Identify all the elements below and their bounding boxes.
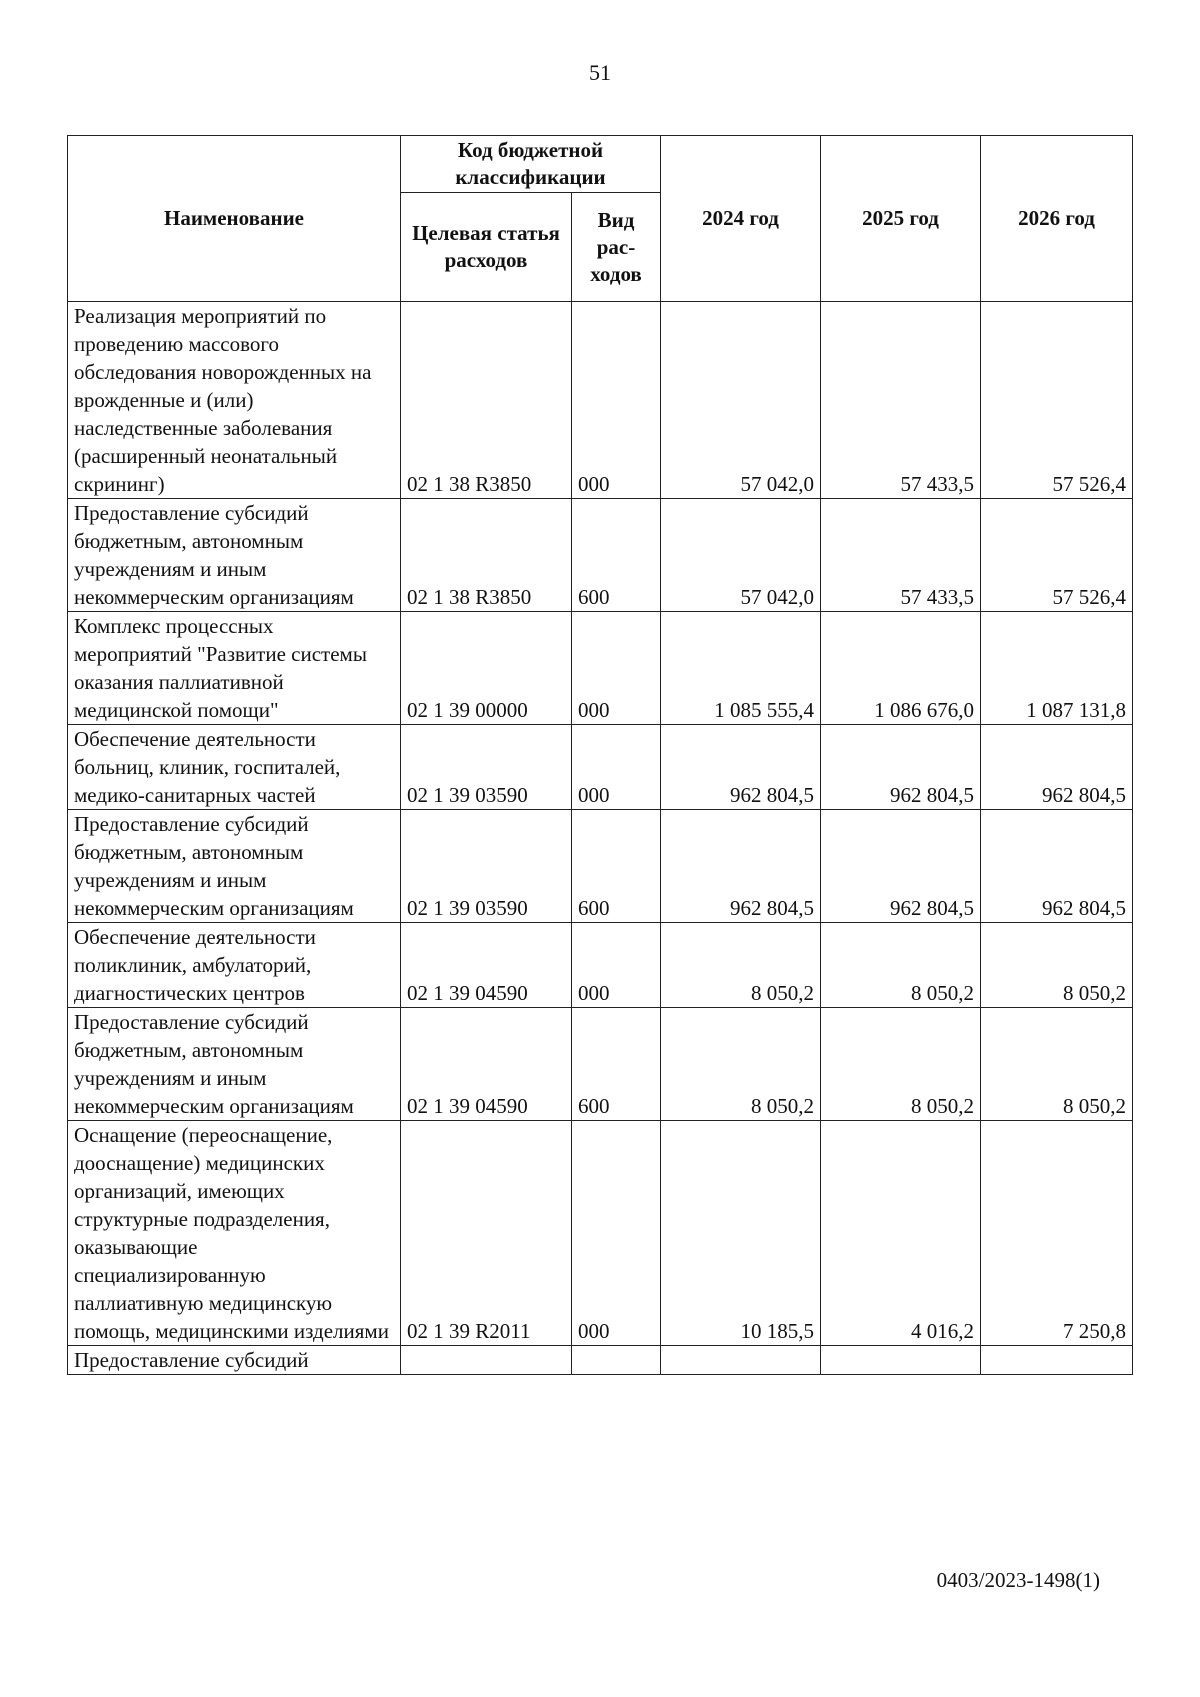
header-expense-type: Вид рас-ходов — [572, 193, 661, 302]
row-expense-type: 600 — [572, 499, 661, 612]
row-value-2026: 7 250,8 — [981, 1121, 1133, 1346]
row-target-article: 02 1 38 R3850 — [401, 302, 572, 499]
row-expense-type: 600 — [572, 1008, 661, 1121]
row-value-2025: 8 050,2 — [821, 1008, 981, 1121]
row-value-2026: 962 804,5 — [981, 725, 1133, 810]
row-expense-type: 000 — [572, 1121, 661, 1346]
table-row — [68, 302, 1133, 499]
row-value-2024: 57 042,0 — [661, 499, 821, 612]
row-expense-type — [572, 1346, 661, 1375]
header-target-article: Целевая статья расходов — [401, 193, 572, 302]
row-value-2026: 962 804,5 — [981, 810, 1133, 923]
row-target-article: 02 1 39 03590 — [401, 810, 572, 923]
row-value-2025: 4 016,2 — [821, 1121, 981, 1346]
row-target-article: 02 1 39 04590 — [401, 923, 572, 1008]
row-value-2024: 57 042,0 — [661, 302, 821, 499]
row-value-2025: 962 804,5 — [821, 725, 981, 810]
row-value-2024: 1 085 555,4 — [661, 612, 821, 725]
row-value-2024: 10 185,5 — [661, 1121, 821, 1346]
row-name: Предоставление субсидий бюджетным, автономным учреждениям и иным некоммерческим организациям — [68, 1008, 401, 1121]
row-value-2025: 57 433,5 — [821, 302, 981, 499]
row-name: Предоставление субсидий бюджетным, автономным учреждениям и иным некоммерческим организациям — [68, 499, 401, 612]
header-2024: 2024 год — [661, 136, 821, 302]
row-name: Оснащение (переоснащение, дооснащение) медицинских организаций, имеющих структурные подразделения, оказывающие специализированную паллиативную медицинскую помощь, медицинскими изделиями — [68, 1121, 401, 1346]
row-target-article: 02 1 39 00000 — [401, 612, 572, 725]
row-value-2025 — [821, 1346, 981, 1375]
row-expense-type: 000 — [572, 612, 661, 725]
table-row — [68, 923, 1133, 1008]
row-value-2025: 57 433,5 — [821, 499, 981, 612]
document-code: 0403/2023-1498(1) — [936, 1568, 1100, 1592]
table-row — [68, 725, 1133, 810]
table-row — [68, 612, 1133, 725]
row-value-2025: 8 050,2 — [821, 923, 981, 1008]
row-name: Предоставление субсидий — [68, 1346, 401, 1375]
row-value-2025: 1 086 676,0 — [821, 612, 981, 725]
row-expense-type: 000 — [572, 302, 661, 499]
row-name: Комплекс процессных мероприятий "Развитие системы оказания паллиативной медицинской помощи" — [68, 612, 401, 725]
table-row — [68, 1008, 1133, 1121]
row-value-2024: 962 804,5 — [661, 810, 821, 923]
page-number: 51 — [589, 60, 611, 85]
row-value-2024 — [661, 1346, 821, 1375]
row-name: Реализация мероприятий по проведению массового обследования новорожденных на врожденные и (или) наследственные заболевания (расширенный неонатальный скрининг) — [68, 302, 401, 499]
table-row — [68, 1346, 1133, 1375]
row-expense-type: 000 — [572, 923, 661, 1008]
row-name: Предоставление субсидий бюджетным, автономным учреждениям и иным некоммерческим организациям — [68, 810, 401, 923]
row-value-2026: 8 050,2 — [981, 923, 1133, 1008]
row-expense-type: 000 — [572, 725, 661, 810]
row-name: Обеспечение деятельности поликлиник, амбулаторий, диагностических центров — [68, 923, 401, 1008]
header-name: Наименование — [68, 136, 401, 302]
row-name: Обеспечение деятельности больниц, клиник, госпиталей, медико-санитарных частей — [68, 725, 401, 810]
row-value-2026: 8 050,2 — [981, 1008, 1133, 1121]
row-value-2025: 962 804,5 — [821, 810, 981, 923]
budget-table — [67, 135, 1133, 1375]
table-row — [68, 499, 1133, 612]
row-value-2026: 57 526,4 — [981, 499, 1133, 612]
header-2026: 2026 год — [981, 136, 1133, 302]
row-value-2024: 8 050,2 — [661, 1008, 821, 1121]
table-row — [68, 1121, 1133, 1346]
table-row — [68, 810, 1133, 923]
row-value-2026 — [981, 1346, 1133, 1375]
row-value-2026: 1 087 131,8 — [981, 612, 1133, 725]
row-target-article: 02 1 39 R2011 — [401, 1121, 572, 1346]
row-value-2026: 57 526,4 — [981, 302, 1133, 499]
header-budget-code: Код бюджетной классификации — [401, 136, 661, 193]
row-value-2024: 8 050,2 — [661, 923, 821, 1008]
row-target-article: 02 1 39 04590 — [401, 1008, 572, 1121]
row-expense-type: 600 — [572, 810, 661, 923]
row-target-article — [401, 1346, 572, 1375]
row-target-article: 02 1 39 03590 — [401, 725, 572, 810]
header-2025: 2025 год — [821, 136, 981, 302]
row-target-article: 02 1 38 R3850 — [401, 499, 572, 612]
row-value-2024: 962 804,5 — [661, 725, 821, 810]
